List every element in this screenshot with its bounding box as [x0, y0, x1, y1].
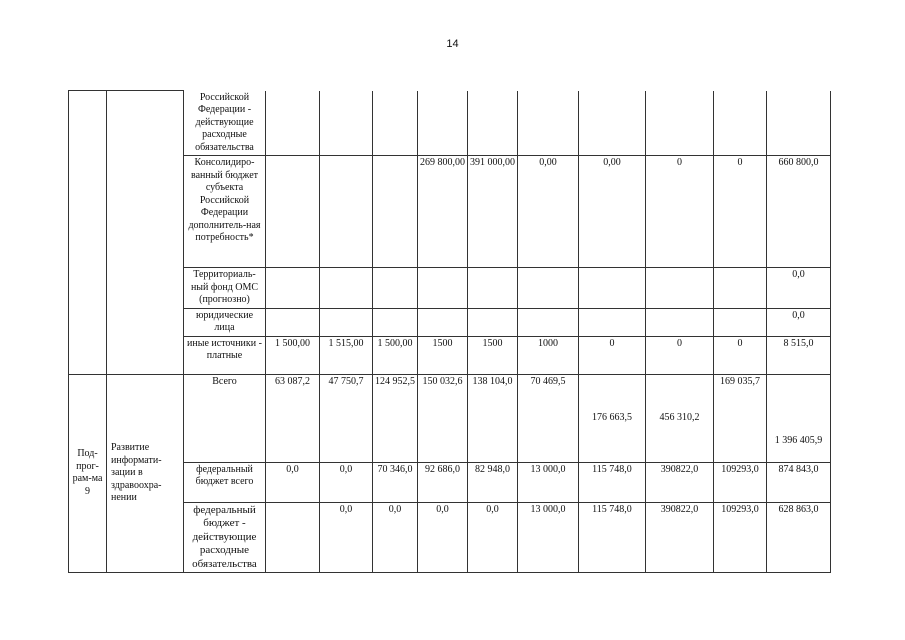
table-cell [320, 308, 373, 336]
table-cell: 0,0 [767, 268, 831, 309]
table-cell [266, 268, 320, 309]
table-cell: 1 515,00 [320, 336, 373, 374]
table-cell [266, 156, 320, 268]
table-row [69, 268, 831, 309]
table-cell [373, 308, 418, 336]
table-cell [266, 308, 320, 336]
table-cell: 1500 [418, 336, 468, 374]
table-cell: 0 [579, 336, 646, 374]
table-cell: 456 310,2 [646, 374, 714, 462]
table-cell: 0 [646, 156, 714, 268]
table-cell: 109293,0 [714, 462, 767, 502]
table-row [69, 336, 831, 374]
table-cell: 660 800,0 [767, 156, 831, 268]
row-source-label: федеральный бюджет всего [184, 462, 266, 502]
table-cell: 269 800,00 [418, 156, 468, 268]
table-cell: 150 032,6 [418, 374, 468, 462]
table-cell: 1 500,00 [266, 336, 320, 374]
table-cell: 138 104,0 [468, 374, 518, 462]
table-cell: 0 [714, 156, 767, 268]
table-cell [518, 91, 579, 156]
table-cell [373, 91, 418, 156]
table-cell: 0,00 [518, 156, 579, 268]
table-cell [714, 268, 767, 309]
table-cell [579, 268, 646, 309]
table-cell: 1 396 405,9 [767, 374, 831, 462]
table-cell [69, 91, 107, 375]
table-cell [714, 91, 767, 156]
table-cell: 8 515,0 [767, 336, 831, 374]
subprogram-label: Под-прог-рам-ма 9 [69, 374, 107, 573]
table-cell: 92 686,0 [418, 462, 468, 502]
row-source-label: иные источники - платные [184, 336, 266, 374]
table-row [69, 462, 831, 502]
table-cell [320, 91, 373, 156]
table-cell [320, 268, 373, 309]
table-cell: 0,00 [579, 156, 646, 268]
table-cell [579, 91, 646, 156]
table-cell: 0 [714, 336, 767, 374]
table-cell [266, 91, 320, 156]
table-cell: 169 035,7 [714, 374, 767, 462]
table-cell: 70 346,0 [373, 462, 418, 502]
row-source-label: Консолидиро-ванный бюджет субъекта Российской Федерации дополнитель-ная потребность* [184, 156, 266, 268]
table-cell: 63 087,2 [266, 374, 320, 462]
table-cell [579, 308, 646, 336]
table-cell: 1 500,00 [373, 336, 418, 374]
table-cell [646, 268, 714, 309]
table-cell: 0,0 [373, 502, 418, 573]
subprogram-name: Развитие информати-зации в здравоохра-нении [107, 374, 184, 573]
table-cell: 109293,0 [714, 502, 767, 573]
table-cell [320, 156, 373, 268]
table-cell: 0 [646, 336, 714, 374]
table-cell [266, 502, 320, 573]
table-cell: 391 000,00 [468, 156, 518, 268]
table-row [69, 156, 831, 268]
table-cell: 0,0 [418, 502, 468, 573]
table-cell: 1000 [518, 336, 579, 374]
table-cell: 390822,0 [646, 462, 714, 502]
table-cell: 0,0 [320, 502, 373, 573]
table-row [69, 502, 831, 573]
table-cell: 0,0 [468, 502, 518, 573]
table-cell: 13 000,0 [518, 462, 579, 502]
table-cell [418, 91, 468, 156]
table-cell [418, 308, 468, 336]
table-cell: 124 952,5 [373, 374, 418, 462]
table-row [69, 91, 831, 156]
table-cell: 13 000,0 [518, 502, 579, 573]
page-number: 14 [446, 38, 459, 50]
row-source-label: Российской Федерации - действующие расходные обязательства [184, 91, 266, 156]
table-cell: 0,0 [767, 308, 831, 336]
table-cell: 82 948,0 [468, 462, 518, 502]
table-cell: 0,0 [266, 462, 320, 502]
table-cell: 70 469,5 [518, 374, 579, 462]
budget-table [68, 90, 831, 573]
table-cell [468, 308, 518, 336]
table-cell: 1500 [468, 336, 518, 374]
table-cell [714, 308, 767, 336]
table-cell [646, 91, 714, 156]
table-cell [373, 156, 418, 268]
table-cell [373, 268, 418, 309]
table-cell [518, 308, 579, 336]
table-row [69, 308, 831, 336]
table-cell: 115 748,0 [579, 502, 646, 573]
table-cell: 874 843,0 [767, 462, 831, 502]
table-cell: 176 663,5 [579, 374, 646, 462]
table-cell: 115 748,0 [579, 462, 646, 502]
table-cell [418, 268, 468, 309]
table-cell: 47 750,7 [320, 374, 373, 462]
row-source-label: юридические лица [184, 308, 266, 336]
table-cell [468, 268, 518, 309]
row-source-label: федеральный бюджет - действующие расходные обязательства [184, 502, 266, 573]
table-cell [107, 91, 184, 375]
row-source-label: Территориаль-ный фонд ОМС (прогнозно) [184, 268, 266, 309]
table-cell [767, 91, 831, 156]
table-cell [646, 308, 714, 336]
table-cell: 390822,0 [646, 502, 714, 573]
table-cell: 628 863,0 [767, 502, 831, 573]
row-source-label: Всего [184, 374, 266, 462]
table-cell [518, 268, 579, 309]
table-cell [468, 91, 518, 156]
table-row [69, 374, 831, 462]
table-cell: 0,0 [320, 462, 373, 502]
